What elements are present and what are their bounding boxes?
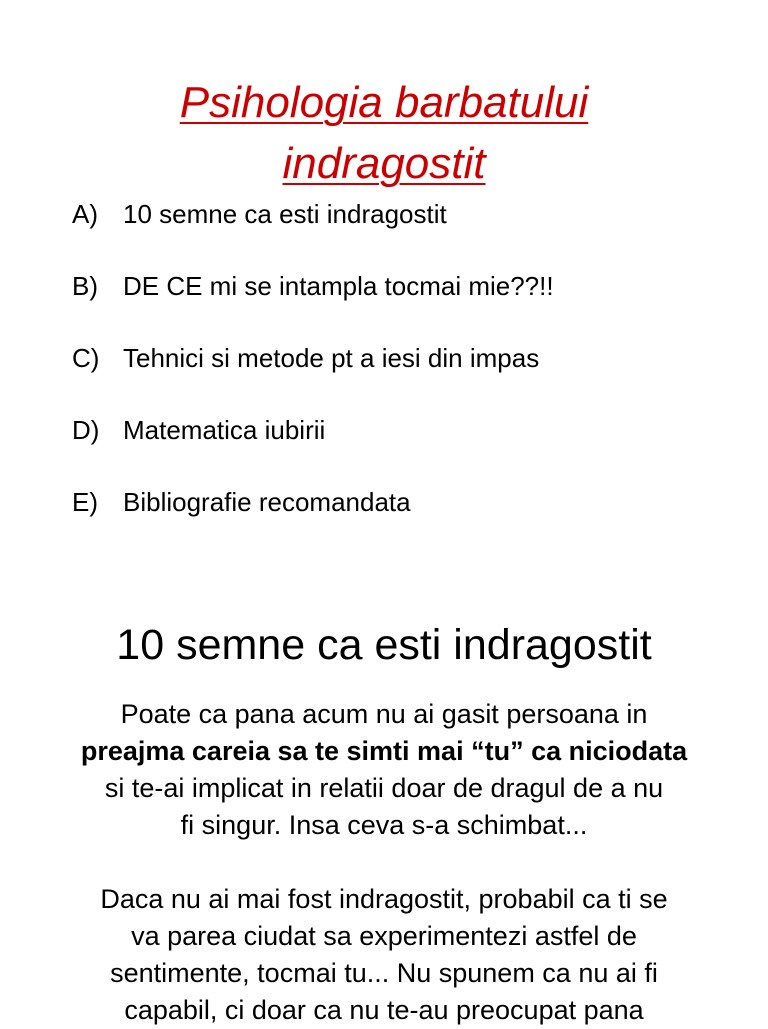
toc-item-text: Bibliografie recomandata — [123, 487, 411, 517]
toc-item-letter: B) — [72, 271, 98, 301]
paragraph-1-line-3: si te-ai implicat in relatii doar de dragul de a nu — [104, 773, 664, 803]
paragraph-spacer — [0, 844, 768, 881]
paragraph-1-line-2-bold: preajma careia sa te simti mai “tu” ca niciodata — [80, 736, 688, 766]
toc-item-letter: E) — [72, 487, 98, 517]
toc-item-text: Tehnici si metode pt a iesi din impas — [123, 343, 540, 373]
toc-item-letter: A) — [72, 199, 98, 229]
paragraph-1-line-4: fi singur. Insa ceva s-a schimbat... — [180, 810, 588, 840]
toc-item-text: DE CE mi se intampla tocmai mie??!! — [123, 271, 554, 301]
section-heading: 10 semne ca esti indragostit — [116, 621, 652, 669]
toc-item-e — [72, 484, 732, 520]
body-text — [0, 696, 768, 1029]
toc-item-letter: C) — [72, 343, 100, 373]
toc-item-a — [72, 196, 732, 232]
document-title-line-2: indragostit — [282, 139, 486, 188]
toc-item-c — [72, 340, 732, 376]
paragraph-1-line-1: Poate ca pana acum nu ai gasit persoana in — [120, 699, 648, 729]
paragraph-2-line-1: Daca nu ai mai fost indragostit, probabil ca ti se — [100, 884, 668, 914]
toc-item-letter: D) — [72, 415, 100, 445]
table-of-contents — [72, 196, 732, 556]
toc-item-text: Matematica iubirii — [123, 415, 326, 445]
toc-item-b — [72, 268, 732, 304]
document-title-line-1: Psihologia barbatului — [179, 78, 589, 127]
toc-item-text: 10 semne ca esti indragostit — [123, 199, 447, 229]
toc-item-d — [72, 412, 732, 448]
paragraph-2-line-3: sentimente, tocmai tu... Nu spunem ca nu ai fi — [110, 958, 658, 988]
document-title — [0, 72, 768, 194]
paragraph-2-line-2: va parea ciudat sa experimentezi astfel de — [131, 921, 637, 951]
paragraph-2-line-4: capabil, ci doar ca nu te-au preocupat pana — [124, 995, 644, 1025]
